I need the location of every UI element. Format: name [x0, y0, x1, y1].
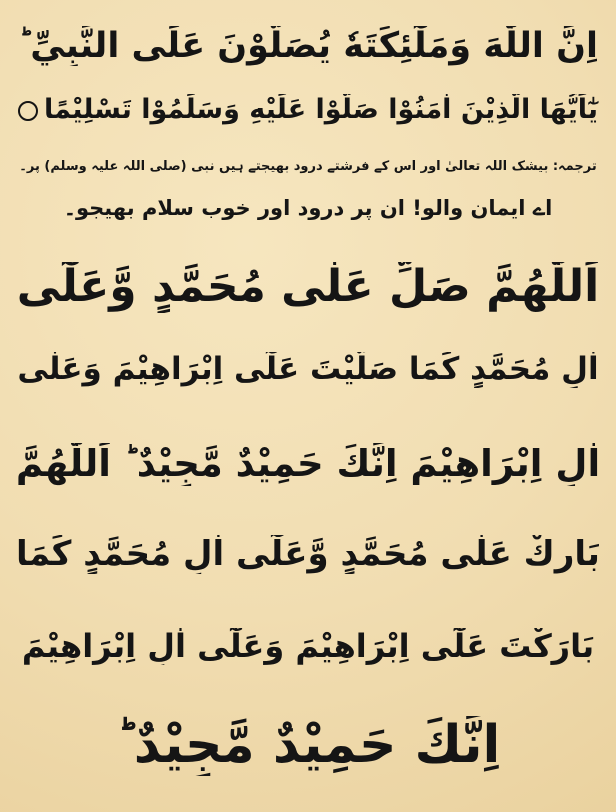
- verse-line-2: [14, 94, 602, 125]
- verse-line-2-text: يٰٓاَيُّهَا الَّذِيْنَ اٰمَنُوْا صَلُّوْا عَلَيْهِ وَسَلِّمُوْا تَسْلِيْمًا: [43, 94, 599, 125]
- translation-line-1: ترجمہ: بیشک اللہ تعالیٰ اور اس کے فرشتے درود بھیجتے ہیں نبی (صلی اللہ علیہ وسلم) پر۔: [19, 160, 597, 174]
- durood-line-1: اَللّٰهُمَّ صَلِّ عَلٰى مُحَمَّدٍ وَّعَلٰٓى: [16, 262, 600, 312]
- durood-line-2: اٰلِ مُحَمَّدٍ كَمَا صَلَّيْتَ عَلٰٓى اِبْرَاهِيْمَ وَعَلٰى: [17, 352, 599, 387]
- verse-line-1: اِنَّ اللّٰهَ وَمَلٰٓئِكَتَهٗ يُصَلُّوْنَ عَلَى النَّبِيِّ ؕ: [18, 26, 598, 66]
- durood-line-5: بَارَكْتَ عَلٰٓى اِبْرَاهِيْمَ وَعَلٰٓى اٰلِ اِبْرَاهِيْمَ: [21, 628, 595, 665]
- translation-line-2: اے ایمان والو! ان پر درود اور خوب سلام بھیجو۔: [63, 196, 553, 220]
- durood-line-3: اٰلِ اِبْرَاهِيْمَ اِنَّكَ حَمِيْدٌ مَّجِيْدٌ ؕ اَللّٰهُمَّ: [15, 443, 601, 485]
- ayah-end-marker-icon: [18, 101, 38, 121]
- durood-line-4: بَارِكْ عَلٰى مُحَمَّدٍ وَّعَلٰٓى اٰلِ مُحَمَّدٍ كَمَا: [16, 535, 600, 574]
- durood-line-6: اِنَّكَ حَمِيْدٌ مَّجِيْدٌ ؕ: [115, 716, 501, 775]
